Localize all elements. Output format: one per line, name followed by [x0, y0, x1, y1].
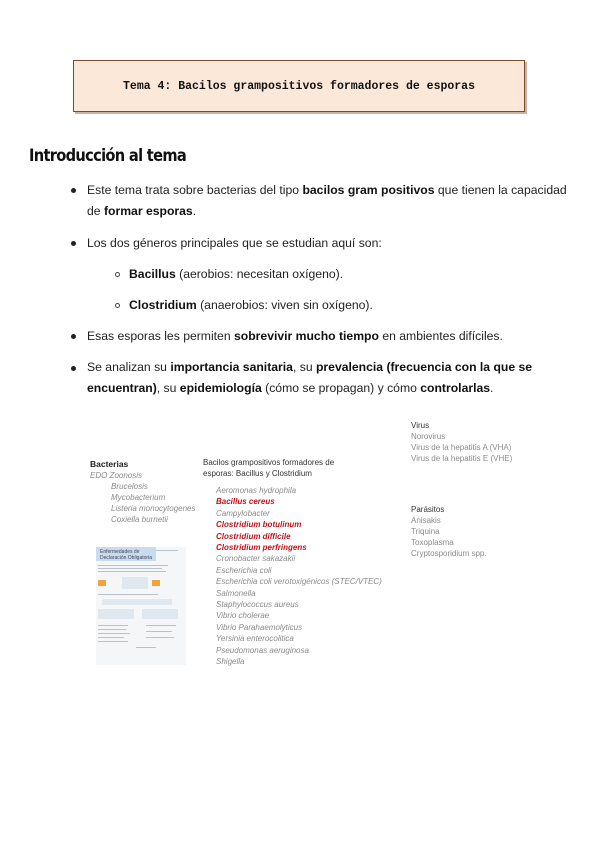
pathogen-item: Escherichia coli verotoxigénicos (STEC/VTEC) [216, 577, 382, 587]
parasite-item: Anisakis [411, 516, 441, 525]
pathogen-item: Shigella [216, 657, 245, 666]
section-heading: Introducción al tema [29, 146, 187, 166]
pathogen-item: Clostridium botulinum [216, 520, 302, 530]
pathogen-item: Vibrio Parahaemolyticus [216, 622, 303, 632]
bullet-icon [71, 334, 76, 339]
sub-bullet-clostridium: Clostridium (anaerobios: viven sin oxígeno). [129, 298, 373, 312]
pathogen-item: Escherichia coli [216, 565, 272, 575]
pathogen-item: Cronobacter sakazakii [216, 554, 296, 564]
pathogen-item: Yersinia enterocolitica [216, 634, 294, 644]
spore-forming-heading-line1: Bacilos grampositivos formadores de [203, 458, 335, 467]
virus-item: Virus de la hepatitis E (VHE) [411, 454, 513, 463]
pathogen-item: Campylobacter [216, 508, 270, 518]
parasite-item: Triquina [411, 527, 440, 536]
pathogen-item: Bacillus cereus [216, 497, 275, 507]
infographic-title: Enfermedades de Declaración Obligatoria [100, 549, 152, 561]
bacteria-item: Coxiella burnetii [111, 515, 168, 524]
edo-zoonosis-label: EDO Zoonosis [90, 471, 143, 480]
pathogen-item: Staphylococcus aureus [216, 600, 299, 609]
bacteria-item: Mycobacterium [111, 493, 166, 502]
sub-bullet-bacillus: Bacillus (aerobios: necesitan oxígeno). [129, 267, 344, 281]
pathogen-item: Aeromonas hydrophila [216, 486, 297, 495]
topic-title-box [73, 60, 525, 112]
pathogens-figure [86, 415, 546, 677]
virus-item: Virus de la hepatitis A (VHA) [411, 443, 512, 452]
bacteria-heading: Bacterias [90, 459, 129, 469]
bullet-4: Se analizan su importancia sanitaria, su prevalencia (frecuencia con la que se encuentran), su epidemiología (cómo se propagan) y cómo controlarlas. [87, 360, 533, 395]
bullet-icon [71, 241, 76, 246]
bacteria-item: Listeria monocytogenes [111, 504, 196, 513]
pathogen-item: Salmonella [216, 588, 256, 598]
bullet-icon [71, 188, 76, 193]
edo-infographic-image [96, 547, 186, 665]
sub-bullet-icon [115, 303, 120, 308]
sub-bullet-icon [115, 272, 120, 277]
pathogen-item: Pseudomonas aeruginosa [216, 645, 309, 655]
bullet-2: Los dos géneros principales que se estudian aquí son: [87, 236, 382, 250]
bullet-3: Esas esporas les permiten sobrevivir mucho tiempo en ambientes difíciles. [87, 329, 503, 343]
pathogen-item: Vibrio cholerae [216, 611, 270, 621]
bullet-icon [71, 366, 76, 371]
parasites-heading: Parásitos [411, 505, 445, 514]
parasite-item: Toxoplasma [411, 538, 454, 547]
parasite-item: Cryptosporidium spp. [411, 549, 487, 558]
bullet-1: Este tema trata sobre bacterias del tipo bacilos gram positivos que tienen la capacidad de formar esporas. [87, 183, 567, 218]
topic-title: Tema 4: Bacilos grampositivos formadores de esporas [123, 79, 475, 93]
spore-forming-heading-line2: esporas: Bacillus y Clostridium [203, 469, 312, 478]
virus-heading: Virus [411, 421, 430, 430]
pathogen-item: Clostridium difficile [216, 531, 291, 541]
virus-item: Norovirus [411, 432, 446, 441]
bacteria-item: Brucelosis [111, 482, 148, 491]
pathogen-item: Clostridium perfringens [216, 543, 307, 552]
